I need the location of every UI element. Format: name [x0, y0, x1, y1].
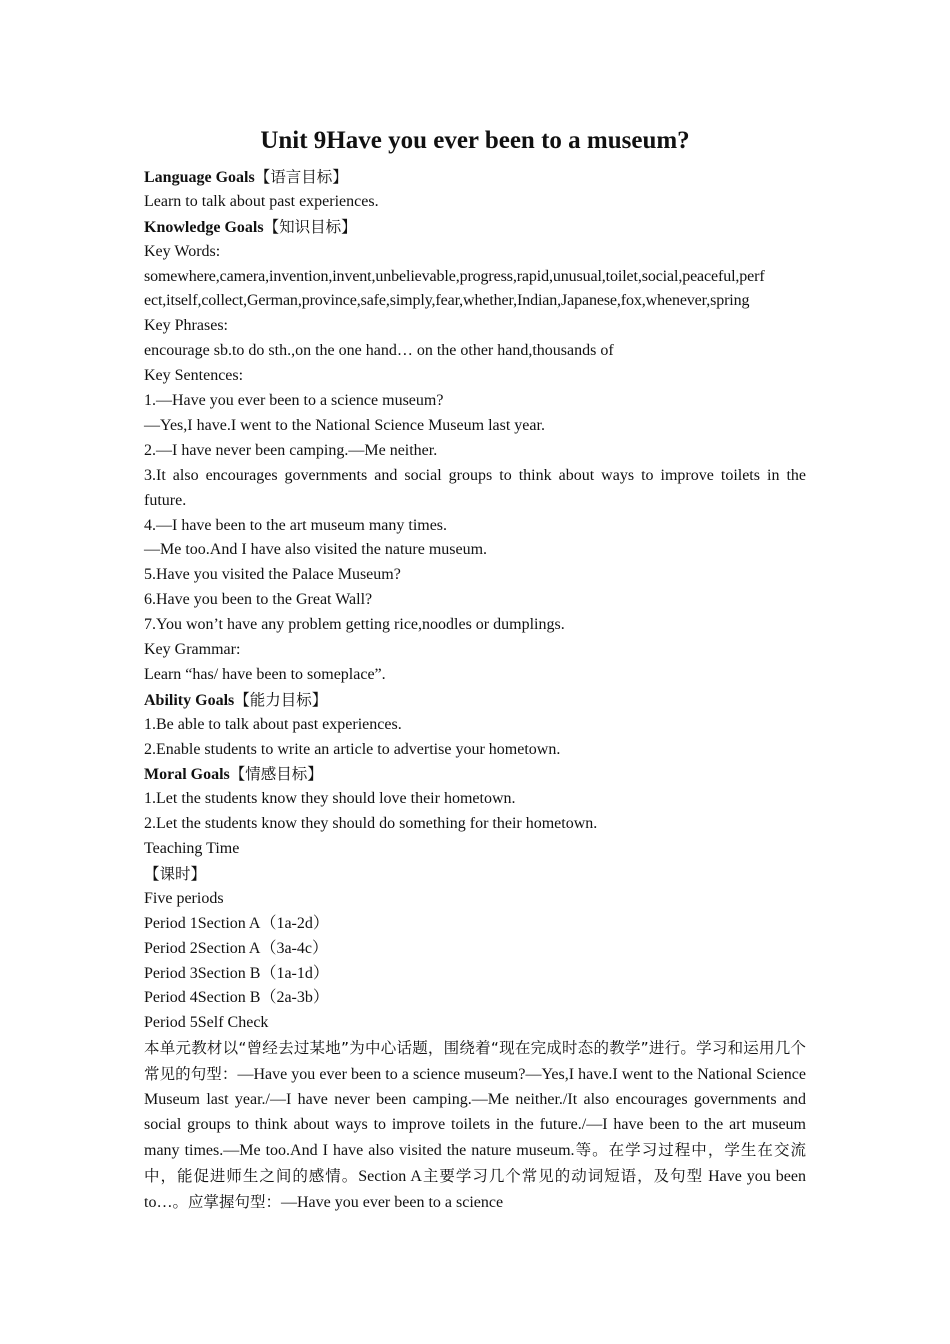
- teaching-time-total: Five periods: [144, 889, 224, 907]
- heading-cn: 【情感目标】: [229, 765, 323, 784]
- key-words-line: somewhere,camera,invention,invent,unbelievable,progress,rapid,unusual,toilet,social,peaceful,perf: [144, 267, 765, 285]
- period-item: Period 5Self Check: [144, 1014, 269, 1032]
- key-sentences-label: Key Sentences:: [144, 367, 244, 385]
- heading-en: Moral Goals: [144, 766, 230, 784]
- heading-en: Ability Goals: [144, 691, 235, 709]
- heading-en: Knowledge Goals: [144, 218, 264, 236]
- key-words-line: ect,itself,collect,German,province,safe,simply,fear,whether,Indian,Japanese,fox,whenever,spring: [144, 292, 750, 310]
- key-sentence: 5.Have you visited the Palace Museum?: [144, 566, 401, 584]
- page-title: Unit 9Have you ever been to a museum?: [260, 127, 690, 154]
- intro-cn: 。应掌握句型：: [172, 1192, 281, 1211]
- heading-cn: 【语言目标】: [254, 168, 348, 186]
- key-sentence: 3.It also encourages governments and social groups to think about ways to improve toilets in the future.: [144, 466, 806, 509]
- period-item: Period 4Section B（2a-3b）: [144, 989, 329, 1007]
- intro-cn: 主要学习几个常见的动词短语，及句型: [421, 1166, 704, 1185]
- heading-en: Language Goals: [144, 169, 255, 186]
- key-grammar-text: Learn “has/ have been to someplace”.: [144, 665, 386, 683]
- knowledge-goals-heading: [144, 215, 806, 240]
- key-words-label: Key Words:: [144, 242, 221, 260]
- heading-cn: 【能力目标】: [234, 690, 328, 709]
- language-goals-heading: [144, 165, 806, 190]
- teaching-time-label-cn: 【课时】: [144, 864, 207, 883]
- moral-goals-heading: [144, 762, 806, 787]
- key-grammar-label: Key Grammar:: [144, 640, 241, 658]
- key-sentence: —Yes,I have.I went to the National Science Museum last year.: [144, 416, 545, 434]
- intro-paragraph: [144, 1036, 806, 1211]
- key-sentence: —Me too.And I have also visited the nature museum.: [144, 541, 488, 559]
- key-sentence: 1.—Have you ever been to a science museum?: [144, 392, 444, 410]
- period-item: Period 2Section A（3a-4c）: [144, 939, 328, 957]
- key-phrases-text: encourage sb.to do sth.,on the one hand… on the other hand,thousands of: [144, 342, 614, 360]
- intro-en: Have you been to…: [144, 1167, 806, 1211]
- key-sentence: 7.You won’t have any problem getting rice,noodles or dumplings.: [144, 616, 565, 634]
- key-sentence: 4.—I have been to the art museum many times.: [144, 516, 448, 534]
- intro-cn: 本单元教材以“曾经去过某地”为中心话题，围绕着“现在完成时态的教学”进行。学习和运用几个常见的句型：: [144, 1039, 806, 1084]
- key-sentence: 6.Have you been to the Great Wall?: [144, 591, 373, 609]
- moral-goal-item: 1.Let the students know they should love their hometown.: [144, 790, 516, 808]
- period-item: Period 3Section B（1a-1d）: [144, 964, 329, 982]
- period-item: Period 1Section A（1a-2d）: [144, 914, 329, 932]
- key-sentence: 2.—I have never been camping.—Me neither.: [144, 441, 438, 459]
- intro-cn: 等。在学习过程中，学生在交流中，能促进师生之间的感情。: [144, 1140, 806, 1185]
- ability-goal-item: 1.Be able to talk about past experiences.: [144, 715, 402, 733]
- moral-goal-item: 2.Let the students know they should do something for their hometown.: [144, 815, 598, 833]
- intro-en: —Have you ever been to a science: [280, 1193, 504, 1211]
- ability-goals-heading: [144, 688, 806, 713]
- teaching-time-label: Teaching Time: [144, 840, 240, 858]
- key-phrases-label: Key Phrases:: [144, 317, 228, 335]
- intro-en: Section A: [358, 1167, 422, 1185]
- ability-goal-item: 2.Enable students to write an article to advertise your hometown.: [144, 740, 561, 758]
- heading-cn: 【知识目标】: [263, 217, 357, 236]
- language-goals-text: Learn to talk about past experiences.: [144, 192, 379, 210]
- document-body: [144, 165, 806, 1211]
- intro-en: —Have you ever been to a science museum?—Yes,I have.I went to the National Science Museum last year./—I have never been camping.—Me neither./It also encourages governments and social groups to think about ways to improve toilets in the future./—I have been to the art museum many times.—Me too.And I have also visited the nature museum.: [144, 1066, 806, 1159]
